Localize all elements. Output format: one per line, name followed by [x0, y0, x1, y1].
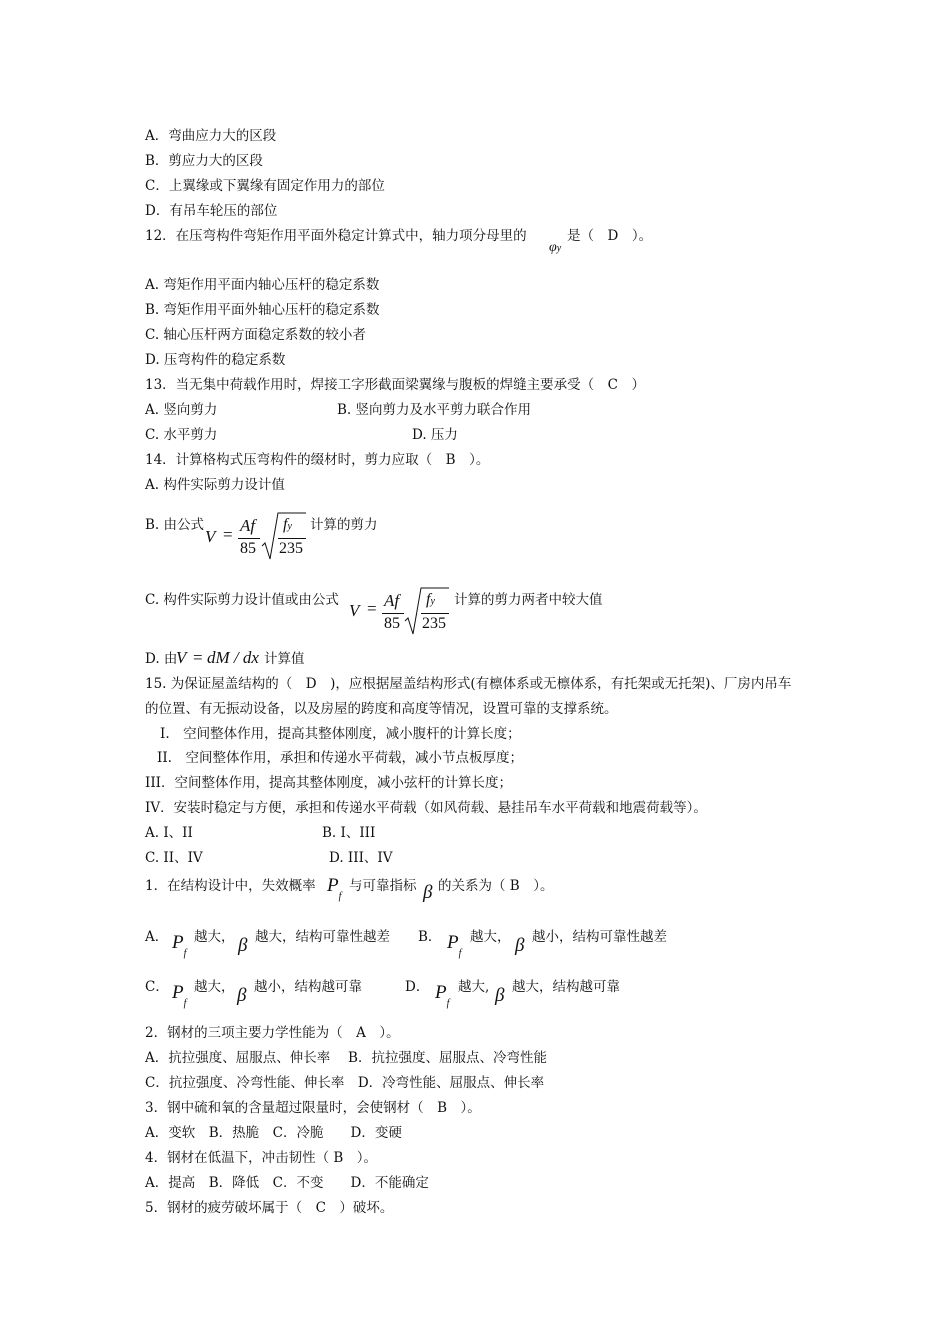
s1b-pf: $P_f$: [447, 932, 462, 959]
s1-option-c-text2: 越小，结构越可靠: [254, 979, 362, 995]
s1-option-b-text2: 越小，结构可靠性越差: [532, 929, 667, 945]
question-13: 13．当无集中荷载作用时，焊接工字形截面梁翼缘与腹板的焊缝主要承受（ C ）: [145, 377, 646, 393]
s4-options: A．提高 B．降低 C．不变 D．不能确定: [145, 1175, 429, 1191]
formula-b-v: V: [205, 527, 216, 546]
s1-option-c-text1: 越大，: [194, 979, 235, 995]
option-b-line: B．剪应力大的区段: [145, 153, 263, 169]
option-d-line: D．有吊车轮压的部位: [145, 203, 278, 219]
section2-question-1-end: 的关系为（ B ）。: [438, 878, 554, 894]
formula-d-dmdx: dM / dx: [207, 648, 259, 667]
question-14: 14．计算格构式压弯构件的缀材时，剪力应取（ B ）。: [145, 452, 490, 468]
q15-item-iii: III．空间整体作用，提高其整体刚度，减小弦杆的计算长度；: [145, 775, 512, 791]
q12-option-c: C. 轴心压杆两方面稳定系数的较小者: [145, 327, 366, 343]
pf-symbol: $P_f$: [327, 875, 342, 902]
section2-question-3: 3．钢中硫和氧的含量超过限量时，会使钢材（ B ）。: [145, 1100, 481, 1116]
q15-item-ii: II. 空间整体作用，承担和传递水平荷载，减小节点板厚度；: [157, 750, 523, 766]
formula-c-eq: =: [367, 599, 377, 618]
s2-options-ab: A．抗拉强度、屈服点、伸长率 B．抗拉强度、屈服点、冷弯性能: [145, 1050, 547, 1066]
q15-option-c: C. II、IV: [145, 850, 203, 866]
q15-item-i: I. 空间整体作用，提高其整体刚度，减小腹杆的计算长度；: [160, 726, 521, 742]
section2-question-4: 4．钢材在低温下，冲击韧性（ B ）。: [145, 1150, 378, 1166]
q14-option-d-suffix: 计算值: [264, 651, 305, 667]
s1-option-b-label: B．: [418, 929, 442, 945]
s1-option-a-label: A．: [145, 929, 169, 945]
s1-option-d-label: D．: [405, 979, 430, 995]
s1c-beta: β: [237, 985, 247, 1006]
q14-option-c-suffix: 计算的剪力两者中较大值: [454, 592, 603, 608]
option-c-line: C．上翼缘或下翼缘有固定作用力的部位: [145, 178, 385, 194]
s1a-pf: $P_f$: [172, 932, 187, 959]
q12-option-b: B. 弯矩作用平面外轴心压杆的稳定系数: [145, 302, 380, 318]
formula-c-inner-bar: [421, 613, 449, 614]
s1-option-d-text1: 越大,: [458, 979, 490, 995]
s1c-pf: $P_f$: [172, 982, 187, 1009]
section2-question-1: 1．在结构设计中，失效概率: [145, 878, 316, 894]
s1-option-d-text2: 越大，结构越可靠: [512, 979, 620, 995]
s1-option-a-text2: 越大，结构可靠性越差: [255, 929, 390, 945]
q14-option-d-prefix: D. 由: [145, 651, 178, 667]
q13-option-b: B. 竖向剪力及水平剪力联合作用: [337, 402, 532, 418]
q13-option-a: A. 竖向剪力: [145, 402, 218, 418]
section2-question-5: 5．钢材的疲劳破坏属于（ C ）破坏。: [145, 1200, 394, 1216]
q15-option-b: B. I、III: [322, 825, 376, 841]
formula-c-v: V: [349, 601, 360, 620]
s2-options-cd: C．抗拉强度、冷弯性能、伸长率 D．冷弯性能、屈服点、伸长率: [145, 1075, 545, 1091]
phi-y-symbol: φy: [549, 240, 562, 255]
q14-option-b-suffix: 计算的剪力: [310, 517, 378, 533]
q14-option-b-prefix: B. 由公式: [145, 517, 205, 533]
question-12-end: 是（ D ）。: [567, 228, 653, 244]
formula-c-frac-bar: [382, 613, 404, 614]
section2-question-2: 2．钢材的三项主要力学性能为（ A ）。: [145, 1025, 400, 1041]
s1b-beta: β: [515, 935, 525, 956]
formula-c-af: Af: [384, 591, 400, 610]
q12-option-a: A. 弯矩作用平面内轴心压杆的稳定系数: [145, 277, 380, 293]
s1-option-a-text1: 越大，: [194, 929, 235, 945]
formula-b-85: 85: [240, 540, 256, 557]
s1-option-c-label: C．: [145, 979, 169, 995]
question-12: 12．在压弯构件弯矩作用平面外稳定计算式中，轴力项分母里的: [145, 228, 527, 244]
q12-option-d: D. 压弯构件的稳定系数: [145, 352, 286, 368]
question-15-line1: 15. 为保证屋盖结构的（ D )，应根据屋盖结构形式(有檩体系或无檩体系，有托架或无托架)、厂房内吊车: [145, 676, 792, 692]
formula-b-235: 235: [279, 540, 303, 557]
q14-option-a: A. 构件实际剪力设计值: [145, 477, 285, 493]
section2-question-1-mid: 与可靠指标: [349, 878, 417, 894]
formula-d-v: V: [176, 648, 187, 667]
formula-b-af: Af: [240, 516, 256, 535]
formula-c-235: 235: [422, 615, 446, 632]
q13-option-d: D. 压力: [412, 427, 458, 443]
beta-symbol: β: [423, 882, 433, 903]
formula-b-inner-bar: [278, 538, 306, 539]
formula-c-85: 85: [384, 615, 400, 632]
s1d-beta: β: [495, 985, 505, 1006]
question-15-line2: 的位置、有无振动设备，以及房屋的跨度和高度等情况，设置可靠的支撑系统。: [145, 701, 618, 717]
s1-option-b-text1: 越大，: [470, 929, 511, 945]
s3-options: A．变软 B．热脆 C．冷脆 D．变硬: [145, 1125, 402, 1141]
q15-option-d: D. III、IV: [329, 850, 393, 866]
option-a-line: A．弯曲应力大的区段: [145, 128, 277, 144]
q14-option-c-prefix: C. 构件实际剪力设计值或由公式: [145, 592, 339, 608]
q13-option-c: C. 水平剪力: [145, 427, 218, 443]
formula-b-frac-bar: [238, 538, 260, 539]
s1d-pf: $P_f$: [435, 982, 450, 1009]
q15-option-a: A. I、II: [145, 825, 193, 841]
formula-c-fy: fy: [426, 591, 435, 608]
q15-item-iv: IV．安装时稳定与方便，承担和传递水平荷载（如风荷载、悬挂吊车水平荷载和地震荷载等）。: [145, 800, 707, 816]
s1a-beta: β: [238, 935, 248, 956]
formula-b-fy: fy: [283, 516, 292, 533]
formula-b-eq: =: [223, 525, 233, 544]
formula-d-eq: =: [193, 648, 203, 667]
